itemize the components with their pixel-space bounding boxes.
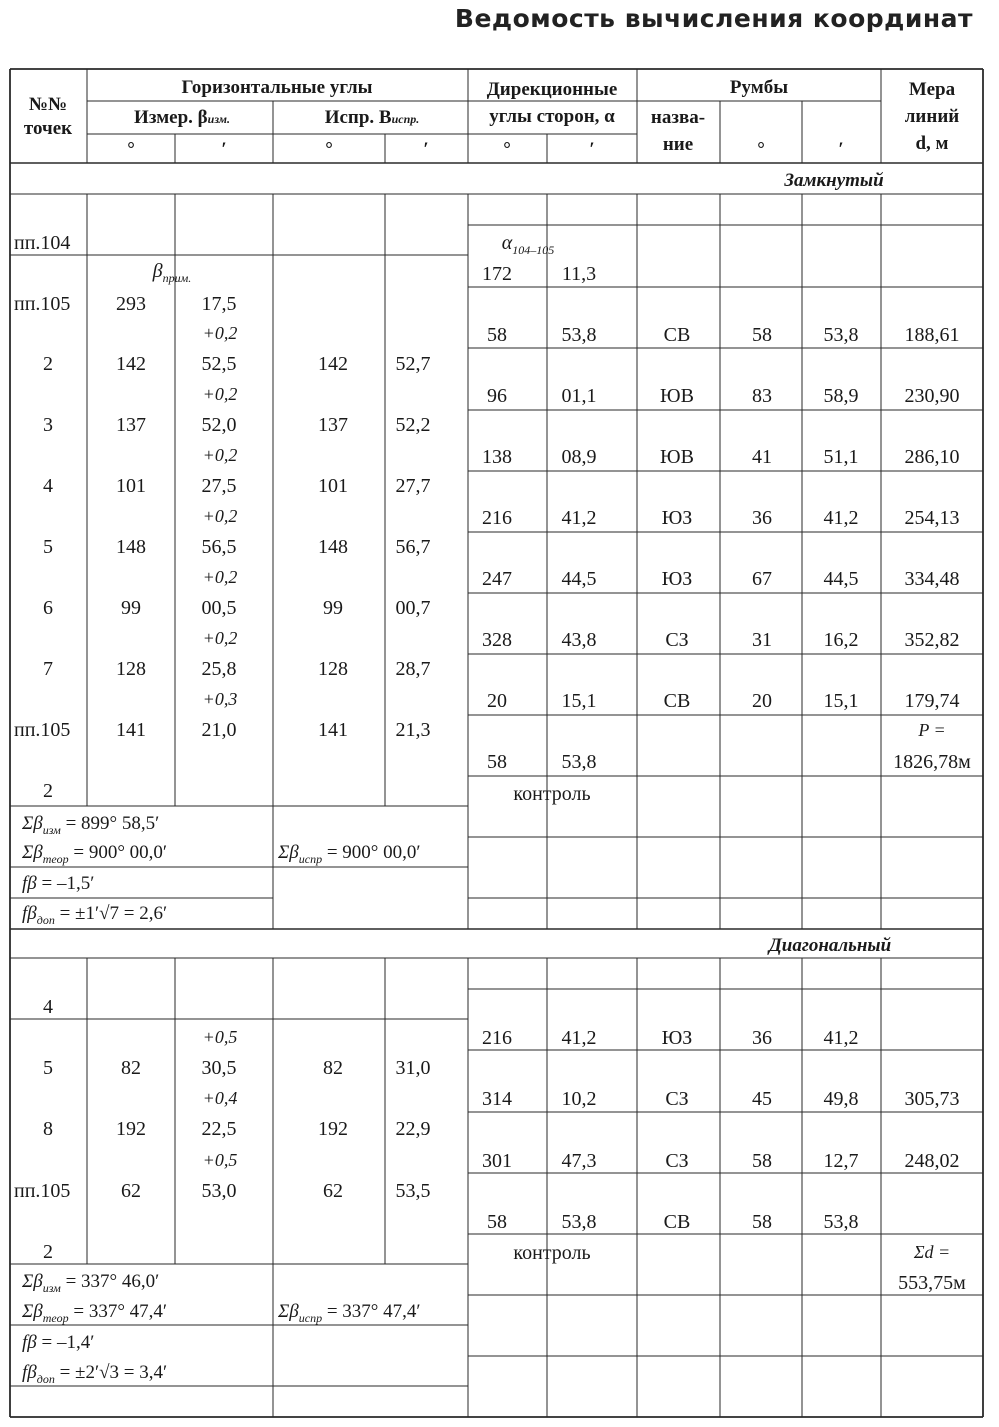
perimeter-value: 1826,78м <box>893 751 971 773</box>
rhumb-name: СВ <box>663 324 691 346</box>
correction: +0,5 <box>202 1150 238 1170</box>
sum-corrected: $\Sigma\beta_{испр} = 337^\circ$ 47,4′ <box>278 1301 421 1325</box>
directional-min: 53,8 <box>561 1211 597 1233</box>
header-measured: Измер. βизм. <box>134 107 230 128</box>
rhumb-min: 41,2 <box>823 507 859 529</box>
sum-measured: $\Sigma\beta_{изм} = 899^\circ$ 58,5′ <box>22 813 160 837</box>
directional-min: 01,1 <box>561 385 597 407</box>
line-length: 248,02 <box>904 1150 960 1172</box>
measured-min: 27,5 <box>201 475 237 497</box>
line-length: 352,82 <box>904 629 960 651</box>
point-name: 5 <box>43 1057 53 1079</box>
point-name: 2 <box>43 1241 53 1263</box>
directional-deg: 314 <box>482 1088 512 1110</box>
sum-theoretical: $\Sigma\beta_{теор} = 337^\circ$ 47,4′ <box>22 1301 168 1325</box>
line-length: 188,61 <box>904 324 960 346</box>
corrected-deg: 141 <box>318 719 348 741</box>
header-unit: ° <box>325 139 333 160</box>
rhumb-name: СЗ <box>665 629 689 651</box>
directional-deg: 328 <box>482 629 512 651</box>
measured-deg: 101 <box>116 475 146 497</box>
measured-deg: 192 <box>116 1118 146 1140</box>
rhumb-min: 41,2 <box>823 1027 859 1049</box>
header-line-measure: Мера <box>908 79 956 100</box>
corrected-deg: 128 <box>318 658 348 680</box>
rhumb-deg: 58 <box>752 1211 772 1233</box>
measured-min: 17,5 <box>201 293 237 315</box>
measured-deg: 141 <box>116 719 146 741</box>
correction: +0,2 <box>202 506 238 526</box>
corrected-min: 53,5 <box>395 1180 431 1202</box>
line-length: 230,90 <box>904 385 960 407</box>
header-unit: ′ <box>423 139 429 160</box>
measured-deg: 142 <box>116 353 146 375</box>
line-length: 305,73 <box>904 1088 960 1110</box>
directional-min: 10,2 <box>561 1088 597 1110</box>
sum-measured: $\Sigma\beta_{изм} = 337^\circ$ 46,0′ <box>22 1271 160 1295</box>
correction: +0,2 <box>202 567 238 587</box>
perimeter-label: P = <box>918 720 946 740</box>
sum-d-value: 553,75м <box>898 1272 966 1294</box>
rhumb-min: 53,8 <box>823 1211 859 1233</box>
correction: +0,5 <box>202 1027 238 1047</box>
measured-min: 22,5 <box>201 1118 237 1140</box>
directional-deg: 138 <box>482 446 512 468</box>
corrected-deg: 82 <box>323 1057 343 1079</box>
rhumb-name: ЮЗ <box>661 568 693 590</box>
correction: +0,2 <box>202 384 238 404</box>
directional-min: 53,8 <box>561 751 597 773</box>
rhumb-min: 44,5 <box>823 568 859 590</box>
header-points: точек <box>23 118 73 139</box>
point-name: 4 <box>43 475 53 497</box>
f-beta: fβ = –1,5′ <box>22 873 95 894</box>
point-name: 6 <box>43 597 53 619</box>
rhumb-deg: 45 <box>752 1088 772 1110</box>
directional-deg: 247 <box>482 568 512 590</box>
measured-deg: 62 <box>121 1180 141 1202</box>
correction: +0,3 <box>202 689 238 709</box>
point-name: 3 <box>43 414 53 436</box>
directional-min: 43,8 <box>561 629 597 651</box>
rhumb-deg: 36 <box>752 1027 772 1049</box>
measured-min: 53,0 <box>201 1180 237 1202</box>
directional-deg: 301 <box>482 1150 512 1172</box>
sum-theoretical: $\Sigma\beta_{теор} = 900^\circ$ 00,0′ <box>22 842 168 866</box>
directional-min: 41,2 <box>561 1027 597 1049</box>
header-unit: ° <box>127 139 135 160</box>
corrected-deg: 137 <box>318 414 348 436</box>
section-diagonal-label: Диагональный <box>768 935 892 956</box>
rhumb-name: ЮЗ <box>661 1027 693 1049</box>
measured-deg: 293 <box>116 293 146 315</box>
rhumb-min: 53,8 <box>823 324 859 346</box>
directional-deg: 172 <box>482 263 512 285</box>
directional-min: 11,3 <box>561 263 597 285</box>
measured-min: 56,5 <box>201 536 237 558</box>
rhumb-deg: 20 <box>752 690 772 712</box>
header-directional: углы сторон, α <box>489 106 615 127</box>
rhumb-name: ЮЗ <box>661 507 693 529</box>
corrected-min: 52,7 <box>395 353 431 375</box>
corrected-deg: 142 <box>318 353 348 375</box>
measured-deg: 82 <box>121 1057 141 1079</box>
header-unit: ′ <box>838 139 844 160</box>
header-rhumb-name: назва- <box>650 107 706 128</box>
point-name: 5 <box>43 536 53 558</box>
f-beta-allowed: $f\beta_{доп} = \pm 1'√7 = 2,6'$ <box>22 903 168 927</box>
control-label: контроль <box>513 783 591 805</box>
measured-min: 25,8 <box>201 658 237 680</box>
page-title: Ведомость вычисления координат <box>454 4 973 33</box>
header-horizontal-angles: Горизонтальные углы <box>181 77 373 98</box>
corrected-deg: 192 <box>318 1118 348 1140</box>
directional-deg: 20 <box>487 690 507 712</box>
point-name: пп.105 <box>14 1180 71 1202</box>
directional-min: 44,5 <box>561 568 597 590</box>
directional-deg: 58 <box>487 324 507 346</box>
header-corrected: Испр. Bиспр. <box>324 107 420 128</box>
corrected-min: 56,7 <box>395 536 431 558</box>
rhumb-deg: 41 <box>752 446 772 468</box>
beta-prim-label: $\beta_{прим.}$ <box>152 260 192 285</box>
directional-min: 47,3 <box>561 1150 597 1172</box>
point-name: 7 <box>43 658 53 680</box>
correction: +0,2 <box>202 323 238 343</box>
measured-min: 21,0 <box>201 719 237 741</box>
directional-min: 15,1 <box>561 690 597 712</box>
point-name: пп.105 <box>14 293 71 315</box>
corrected-deg: 99 <box>323 597 343 619</box>
correction: +0,2 <box>202 628 238 648</box>
rhumb-name: ЮВ <box>660 385 694 407</box>
measured-min: 00,5 <box>201 597 237 619</box>
section-closed-label: Замкнутый <box>784 170 884 191</box>
measured-min: 52,0 <box>201 414 237 436</box>
measured-deg: 128 <box>116 658 146 680</box>
directional-min: 53,8 <box>561 324 597 346</box>
measured-deg: 137 <box>116 414 146 436</box>
rhumb-deg: 31 <box>752 629 772 651</box>
header-unit: ′ <box>589 139 595 160</box>
header-rhumbs: Румбы <box>729 77 789 98</box>
directional-deg: 216 <box>482 507 512 529</box>
corrected-min: 00,7 <box>395 597 431 619</box>
point-name: 2 <box>43 353 53 375</box>
sum-d-label: Σd = <box>913 1242 951 1262</box>
corrected-deg: 62 <box>323 1180 343 1202</box>
measured-min: 52,5 <box>201 353 237 375</box>
header-directional: Дирекционные <box>486 79 618 100</box>
f-beta: fβ = –1,4′ <box>22 1332 95 1353</box>
sum-corrected: $\Sigma\beta_{испр} = 900^\circ$ 00,0′ <box>278 842 421 866</box>
correction: +0,4 <box>202 1088 238 1108</box>
f-beta-allowed: $f\beta_{доп} = \pm 2'√3 = 3,4'$ <box>22 1362 168 1386</box>
rhumb-name: СВ <box>663 1211 691 1233</box>
header-line-measure: d, м <box>915 133 949 154</box>
header-rhumb-name: ние <box>662 134 694 155</box>
rhumb-deg: 67 <box>752 568 772 590</box>
corrected-deg: 148 <box>318 536 348 558</box>
rhumb-min: 58,9 <box>823 385 859 407</box>
rhumb-min: 12,7 <box>823 1150 859 1172</box>
rhumb-deg: 36 <box>752 507 772 529</box>
header-points: №№ <box>28 94 68 115</box>
measured-deg: 99 <box>121 597 141 619</box>
corrected-min: 21,3 <box>395 719 431 741</box>
rhumb-min: 49,8 <box>823 1088 859 1110</box>
rhumb-name: СЗ <box>665 1088 689 1110</box>
directional-deg: 58 <box>487 1211 507 1233</box>
corrected-min: 27,7 <box>395 475 431 497</box>
header-unit: ′ <box>221 139 227 160</box>
correction: +0,2 <box>202 445 238 465</box>
rhumb-name: ЮВ <box>660 446 694 468</box>
rhumb-name: СЗ <box>665 1150 689 1172</box>
header-line-measure: линий <box>904 106 960 127</box>
alpha-start-label: $\alpha_{104-105}$ <box>501 232 555 257</box>
corrected-min: 28,7 <box>395 658 431 680</box>
corrected-min: 31,0 <box>395 1057 431 1079</box>
point-name: 4 <box>43 996 53 1018</box>
point-name: 8 <box>43 1118 53 1140</box>
directional-deg: 58 <box>487 751 507 773</box>
directional-min: 08,9 <box>561 446 597 468</box>
header-unit: ° <box>503 139 511 160</box>
control-label: контроль <box>513 1242 591 1264</box>
rhumb-min: 51,1 <box>823 446 859 468</box>
corrected-min: 22,9 <box>395 1118 431 1140</box>
measured-min: 30,5 <box>201 1057 237 1079</box>
point-name: пп.105 <box>14 719 71 741</box>
rhumb-min: 16,2 <box>823 629 859 651</box>
line-length: 254,13 <box>904 507 960 529</box>
measured-deg: 148 <box>116 536 146 558</box>
point-name: 2 <box>43 780 53 802</box>
directional-deg: 216 <box>482 1027 512 1049</box>
corrected-min: 52,2 <box>395 414 431 436</box>
rhumb-min: 15,1 <box>823 690 859 712</box>
rhumb-deg: 58 <box>752 324 772 346</box>
line-length: 286,10 <box>904 446 960 468</box>
corrected-deg: 101 <box>318 475 348 497</box>
point-name: пп.104 <box>14 232 71 254</box>
header-unit: ° <box>757 139 765 160</box>
line-length: 334,48 <box>904 568 960 590</box>
line-length: 179,74 <box>904 690 960 712</box>
directional-min: 41,2 <box>561 507 597 529</box>
rhumb-name: СВ <box>663 690 691 712</box>
rhumb-deg: 58 <box>752 1150 772 1172</box>
rhumb-deg: 83 <box>752 385 772 407</box>
directional-deg: 96 <box>487 385 507 407</box>
